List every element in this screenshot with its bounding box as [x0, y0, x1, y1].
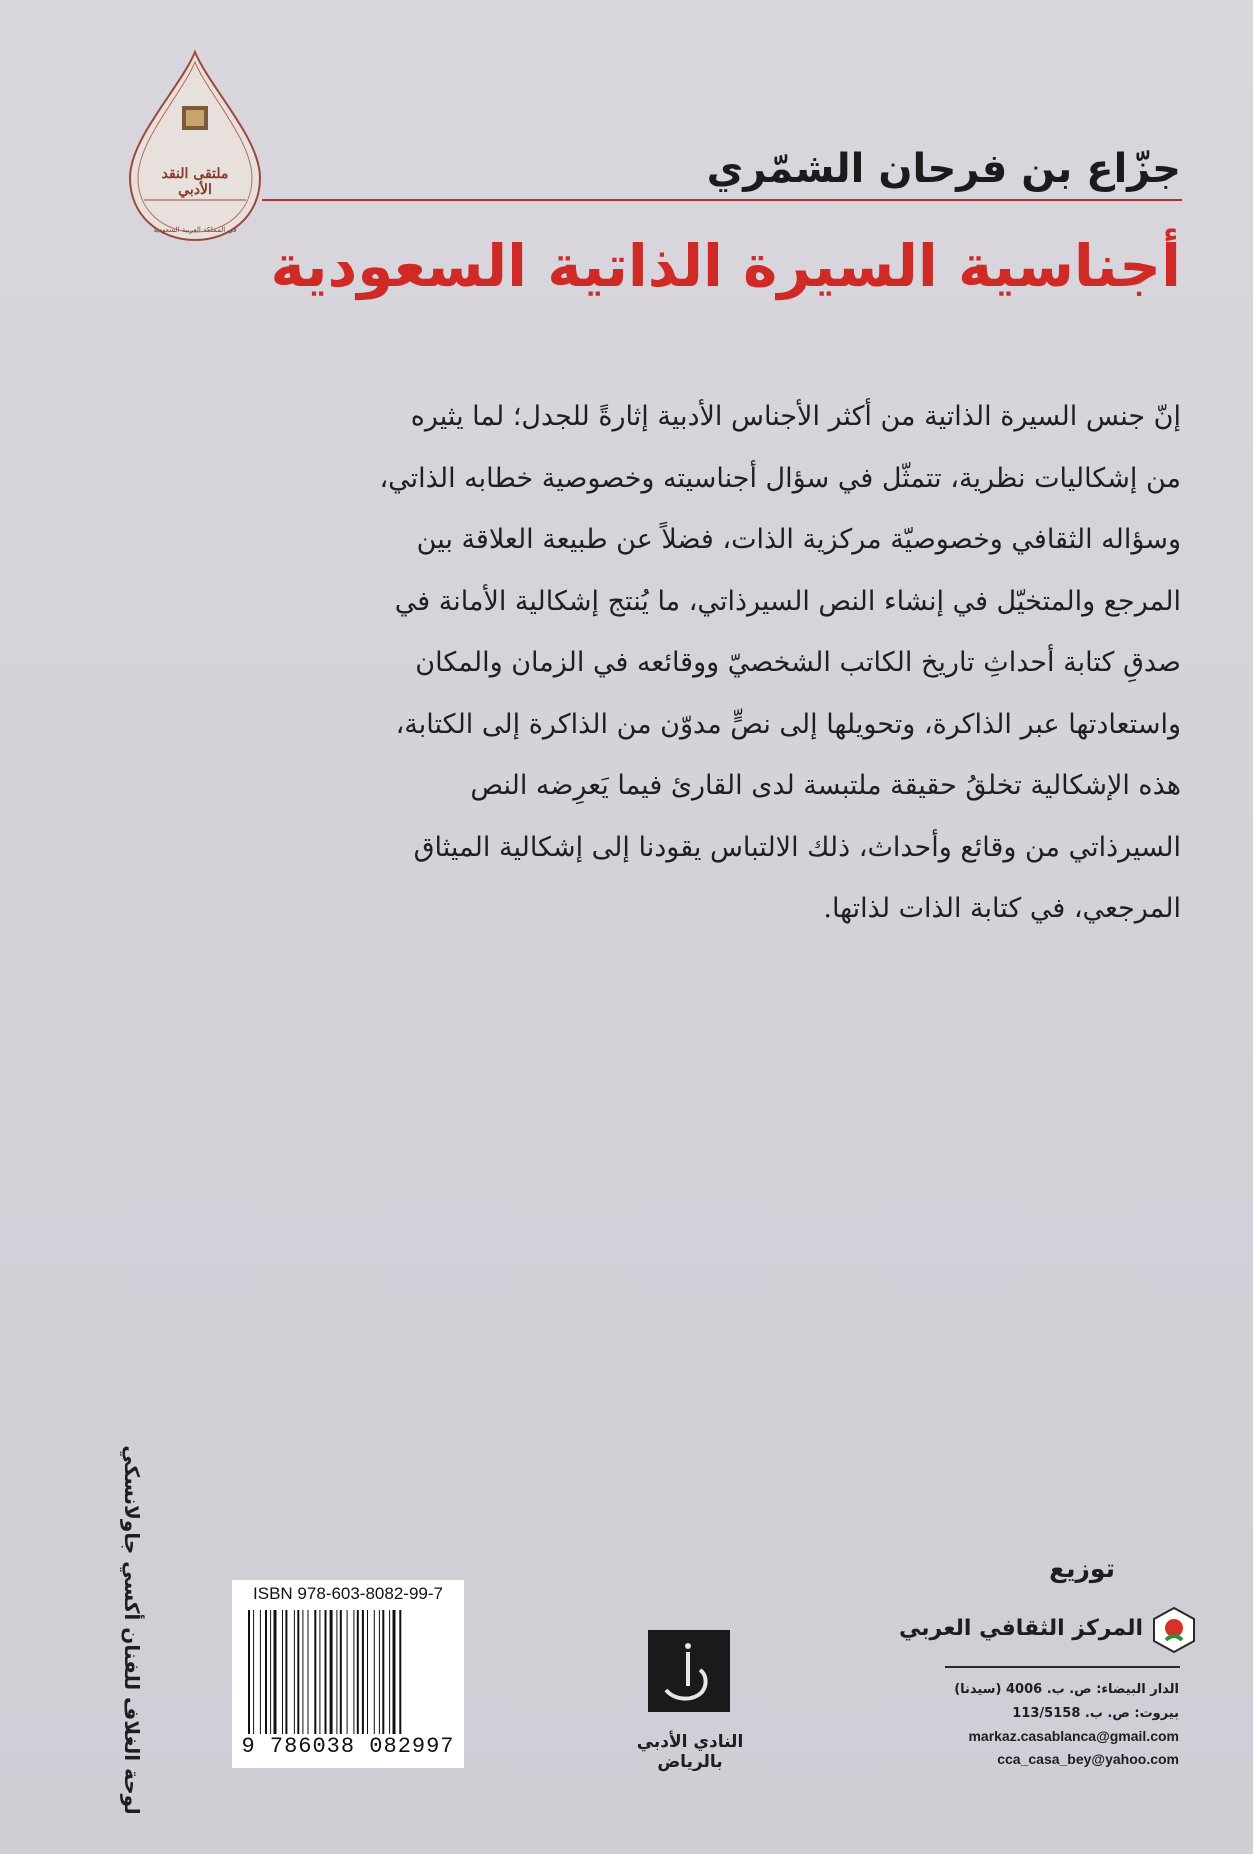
distributor-divider — [945, 1666, 1180, 1668]
book-title: أجناسية السيرة الذاتية السعودية — [270, 232, 1181, 300]
blurb-line: المرجع والمتخيّل في إنشاء النص السيرذاتي، ما يُنتج إشكالية الأمانة في — [394, 585, 1181, 617]
blurb-line: صدقِ كتابة أحداثِ تاريخ الكاتب الشخصيّ ووقائعه في الزمان والمكان — [415, 647, 1181, 678]
blurb-line: وسؤاله الثقافي وخصوصيّة مركزية الذات، فضلاً عن طبيعة العلاقة بين — [416, 524, 1181, 555]
blurb-line: واستعادتها عبر الذاكرة، وتحويلها إلى نصٍّ مدوّن من الذاكرة إلى الكتابة، — [395, 708, 1181, 740]
title-divider — [262, 199, 1182, 201]
email-casablanca: markaz.casablanca@gmail.com — [968, 1728, 1179, 1744]
distributor-name: المركز الثقافي العربي — [899, 1616, 1143, 1641]
email-beirut: cca_casa_bey@yahoo.com — [997, 1751, 1179, 1767]
blurb-line: المرجعي، في كتابة الذات لذاتها. — [823, 893, 1181, 924]
club-logo-mark — [648, 1630, 730, 1712]
club-logo — [648, 1630, 730, 1712]
emblem-drop-shape — [120, 48, 270, 248]
club-name: النادي الأدبي بالرياض — [636, 1732, 744, 1772]
cover-art-credit-text: لوحة الغلاف للفنان أكسي جاولانسكي — [120, 1445, 144, 1815]
cover-art-credit — [118, 1440, 146, 1820]
distributor-logo-mark — [1150, 1606, 1198, 1654]
blurb-line: إنّ جنس السيرة الذاتية من أكثر الأجناس الأدبية إثارةً للجدل؛ لما يثيره — [410, 401, 1181, 432]
conference-emblem — [120, 48, 270, 248]
emblem-title: ملتقى النقد الأدبي — [161, 166, 229, 198]
address-casablanca: الدار البيضاء: ص. ب. 4006 (سيدنا) — [954, 1682, 1179, 1697]
blurb-line: من إشكاليات نظرية، تتمثّل في سؤال أجناسيته وخصوصية خطابه الذاتي، — [379, 462, 1181, 494]
blurb-line: السيرذاتي من وقائع وأحداث، ذلك الالتباس يقودنا إلى إشكالية الميثاق — [413, 831, 1181, 863]
blurb-line: هذه الإشكالية تخلقُ حقيقة ملتبسة لدى القارئ فيما يَعرِضه النص — [470, 770, 1181, 801]
isbn-barcode — [232, 1580, 464, 1768]
isbn-digits: 9 786038 082997 — [241, 1734, 455, 1759]
author-name: جزّاع بن فرحان الشمّري — [706, 146, 1181, 192]
barcode-bars — [246, 1610, 452, 1734]
blurb-text — [339, 386, 1181, 940]
isbn-label: ISBN 978-603-8082-99-7 — [253, 1584, 443, 1603]
distribution-label: توزيع — [1049, 1554, 1115, 1583]
emblem-subtitle: في المملكة العربية السعودية — [153, 226, 237, 234]
distributor-logo — [1150, 1606, 1198, 1654]
address-beirut: بيروت: ص. ب. 113/5158 — [1012, 1706, 1179, 1721]
